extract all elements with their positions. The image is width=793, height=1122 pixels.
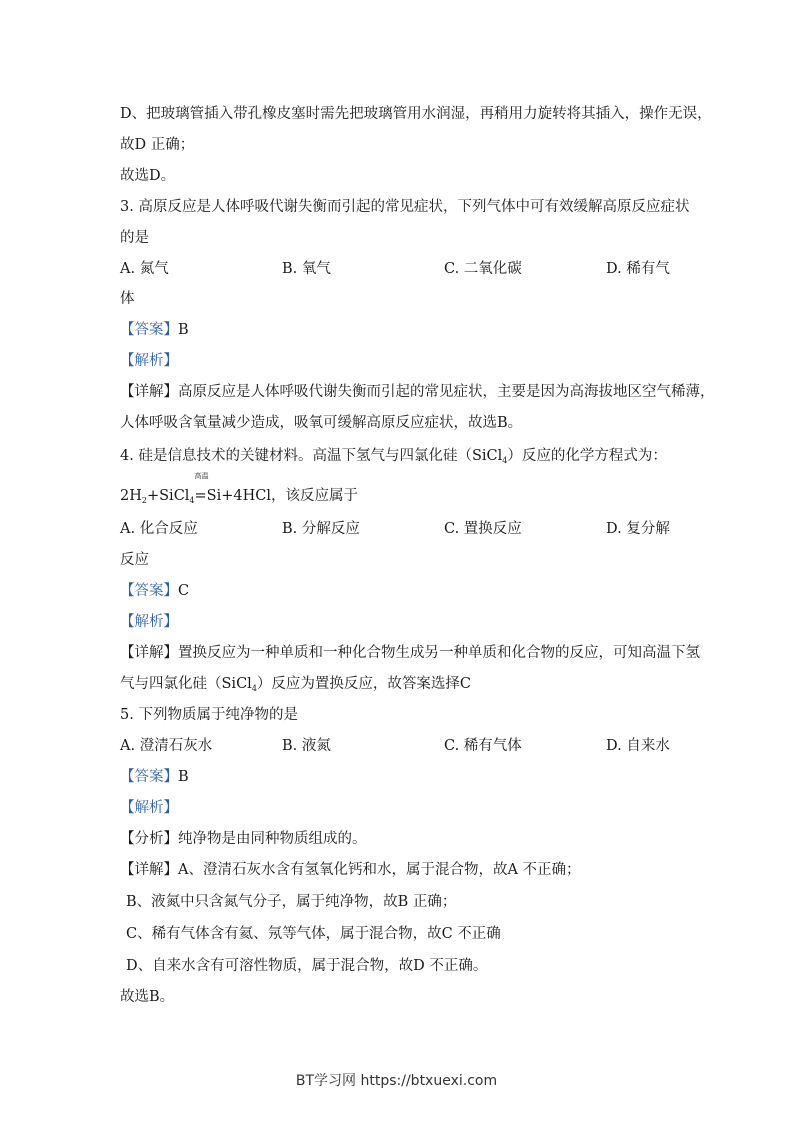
- q3-option-b: B. 氧气: [282, 261, 331, 277]
- answer-value: B: [178, 322, 189, 338]
- eq-h2: 2H: [120, 488, 142, 504]
- detail-tag: 【详解】: [120, 862, 178, 878]
- q3-option-d-wrap: 体: [120, 291, 135, 307]
- detail-text: 置换反应为一种单质和一种化合物生成另一种单质和化合物的反应，可知高温下氢: [178, 645, 700, 661]
- detail-tag: 【详解】: [120, 645, 178, 661]
- fenxi-tag: 【分析】: [120, 831, 178, 847]
- q5-choice: 故选B。: [120, 989, 175, 1005]
- footer-watermark: BT学习网 https://btxuexi.com: [295, 1073, 498, 1089]
- q3-stem-line2: 的是: [120, 230, 149, 246]
- q3-detail-line2: 人体呼吸含氧量减少造成，吸氧可缓解高原反应症状，故选B。: [120, 415, 523, 431]
- eq-equals: =: [194, 488, 207, 504]
- answer-tag: 【答案】: [120, 583, 178, 599]
- detail-tag: 【详解】: [120, 384, 178, 400]
- eq-h2-subscript: 2: [141, 496, 147, 505]
- detail-text: 高原反应是人体呼吸代谢失衡而引起的常见症状，主要是因为高海拔地区空气稀薄，: [178, 384, 715, 400]
- answer-tag: 【答案】: [120, 322, 178, 338]
- q3-analysis-tag: 【解析】: [120, 353, 178, 369]
- q5-option-a: A. 澄清石灰水: [120, 738, 213, 754]
- q3-option-c: C. 二氧化碳: [444, 261, 522, 277]
- q4-detail-text-b: ）反应为置换反应，故答案选择C: [256, 676, 471, 692]
- q4-analysis-tag: 【解析】: [120, 614, 178, 630]
- q5-option-c: C. 稀有气体: [444, 738, 522, 754]
- q4-detail-subscript: 4: [251, 684, 257, 693]
- q3-option-d: D. 稀有气: [606, 261, 670, 277]
- eq-sicl: +SiCl: [146, 488, 190, 504]
- q5-option-b: B. 液氮: [282, 738, 331, 754]
- q4-stem-text-a: 4. 硅是信息技术的关键材料。高温下氢气与四氯化硅（SiCl: [120, 448, 503, 464]
- q5-detail-d: D、自来水含有可溶性物质，属于混合物，故D 不正确。: [126, 958, 488, 974]
- q5-detail-c: C、稀有气体含有氦、氖等气体，属于混合物，故C 不正确: [126, 926, 501, 942]
- q2-option-d-explanation-line2: 故D 正确；: [120, 137, 195, 153]
- q3-answer: [120, 320, 189, 340]
- q5-analysis-tag: 【解析】: [120, 800, 178, 816]
- q2-option-d-explanation-line1: D、把玻璃管插入带孔橡皮塞时需先把玻璃管用水润湿，再稍用力旋转将其插入，操作无误，: [120, 106, 712, 122]
- q3-detail-line1: [120, 382, 715, 402]
- q4-detail-text-a: 气与四氯化硅（SiCl: [120, 676, 252, 692]
- q5-option-d: D. 自来水: [606, 738, 670, 754]
- q5-detail-b: B、液氮中只含氮气分子，属于纯净物，故B 正确；: [126, 894, 457, 910]
- q4-option-a: A. 化合反应: [120, 521, 198, 537]
- q4-stem-subscript: 4: [502, 456, 508, 465]
- q4-stem-line1: [120, 446, 667, 471]
- q4-option-b: B. 分解反应: [282, 521, 360, 537]
- answer-tag: 【答案】: [120, 769, 178, 785]
- q4-option-d-wrap: 反应: [120, 552, 149, 568]
- q4-detail-line2: [120, 674, 471, 699]
- q4-equation-line: [120, 472, 358, 511]
- q5-detail-a: [120, 860, 581, 880]
- fenxi-text: 纯净物是由同种物质组成的。: [178, 831, 367, 847]
- eq-condition: 高温: [194, 472, 209, 480]
- q5-answer: [120, 767, 189, 787]
- eq-sicl-subscript: 4: [189, 496, 195, 505]
- answer-value: B: [178, 769, 189, 785]
- q5-stem: 5. 下列物质属于纯净物的是: [120, 707, 298, 723]
- answer-value: C: [178, 583, 190, 599]
- q3-option-a: A. 氮气: [120, 261, 169, 277]
- q5-fenxi: [120, 829, 367, 849]
- q4-stem-text-b: ）反应的化学方程式为：: [507, 448, 667, 464]
- detail-text: A、澄清石灰水含有氢氧化钙和水，属于混合物，故A 不正确；: [178, 862, 581, 878]
- q4-detail-line1: [120, 643, 700, 663]
- q4-answer: [120, 581, 189, 601]
- q2-choice: 故选D。: [120, 168, 176, 184]
- q4-option-d: D. 复分解: [606, 521, 670, 537]
- eq-products: Si+4HCl，该反应属于: [206, 488, 358, 504]
- q3-stem-line1: 3. 高原反应是人体呼吸代谢失衡而引起的常见症状，下列气体中可有效缓解高原反应症状: [120, 199, 690, 215]
- eq-arrow: [194, 472, 209, 506]
- q4-option-c: C. 置换反应: [444, 521, 522, 537]
